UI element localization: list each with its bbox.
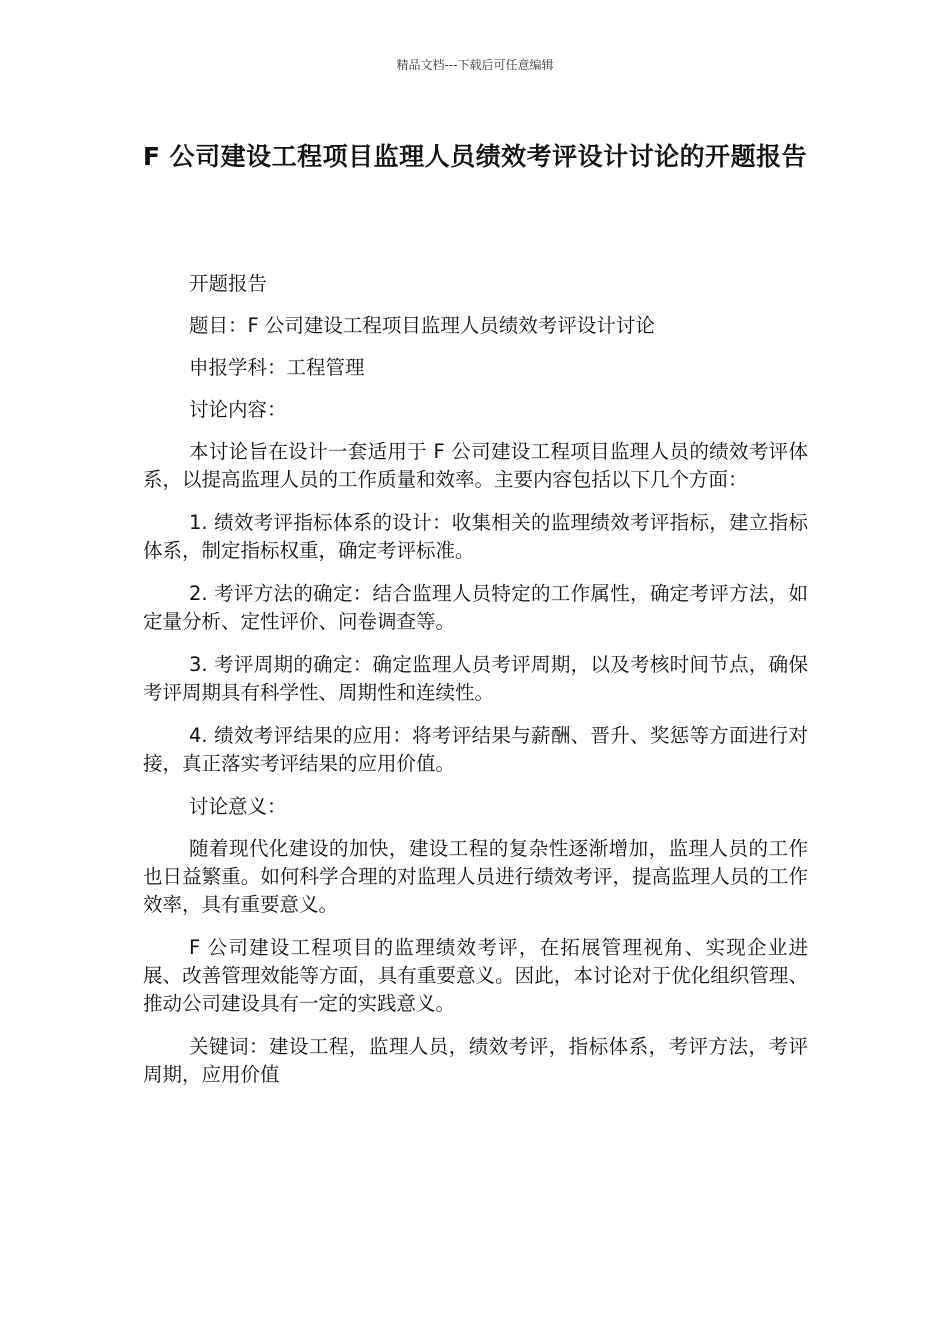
- paragraph-item-3: 3. 考评周期的确定：确定监理人员考评周期，以及考核时间节点，确保考评周期具有科学性、周期性和连续性。: [143, 653, 808, 704]
- paragraph-significance-heading: 讨论意义：: [189, 795, 287, 818]
- document-title: F 公司建设工程项目监理人员绩效考评设计讨论的开题报告: [142, 142, 808, 171]
- paragraph-topic: 题目：F 公司建设工程项目监理人员绩效考评设计讨论: [189, 314, 655, 337]
- paragraph-item-1: 1. 绩效考评指标体系的设计：收集相关的监理绩效考评指标，建立指标体系，制定指标权重，确定考评标准。: [143, 511, 808, 562]
- paragraph-significance-2: F 公司建设工程项目的监理绩效考评，在拓展管理视角、实现企业进展、改善管理效能等方面，具有重要意义。因此，本讨论对于优化组织管理、推动公司建设具有一定的实践意义。: [143, 936, 808, 1015]
- paragraph-content-heading: 讨论内容：: [189, 398, 287, 421]
- paragraph-item-4: 4. 绩效考评结果的应用：将考评结果与薪酬、晋升、奖惩等方面进行对接，真正落实考评结果的应用价值。: [143, 724, 808, 775]
- document-body: [143, 270, 808, 1104]
- paragraph-keywords: 关键词：建设工程，监理人员，绩效考评，指标体系，考评方法，考评周期，应用价值: [143, 1035, 808, 1086]
- paragraph-item-2: 2. 考评方法的确定：结合监理人员特定的工作属性，确定考评方法，如定量分析、定性评价、问卷调查等。: [143, 582, 808, 633]
- paragraph-intro: 本讨论旨在设计一套适用于 F 公司建设工程项目监理人员的绩效考评体系，以提高监理人员的工作质量和效率。主要内容包括以下几个方面：: [143, 440, 808, 491]
- page-header: 精品文档---下载后可任意编辑: [396, 58, 554, 72]
- paragraph-significance-1: 随着现代化建设的加快，建设工程的复杂性逐渐增加，监理人员的工作也日益繁重。如何科学合理的对监理人员进行绩效考评，提高监理人员的工作效率，具有重要意义。: [143, 837, 808, 916]
- paragraph-subject: 申报学科：工程管理: [189, 356, 365, 379]
- paragraph-heading-report: 开题报告: [189, 272, 268, 295]
